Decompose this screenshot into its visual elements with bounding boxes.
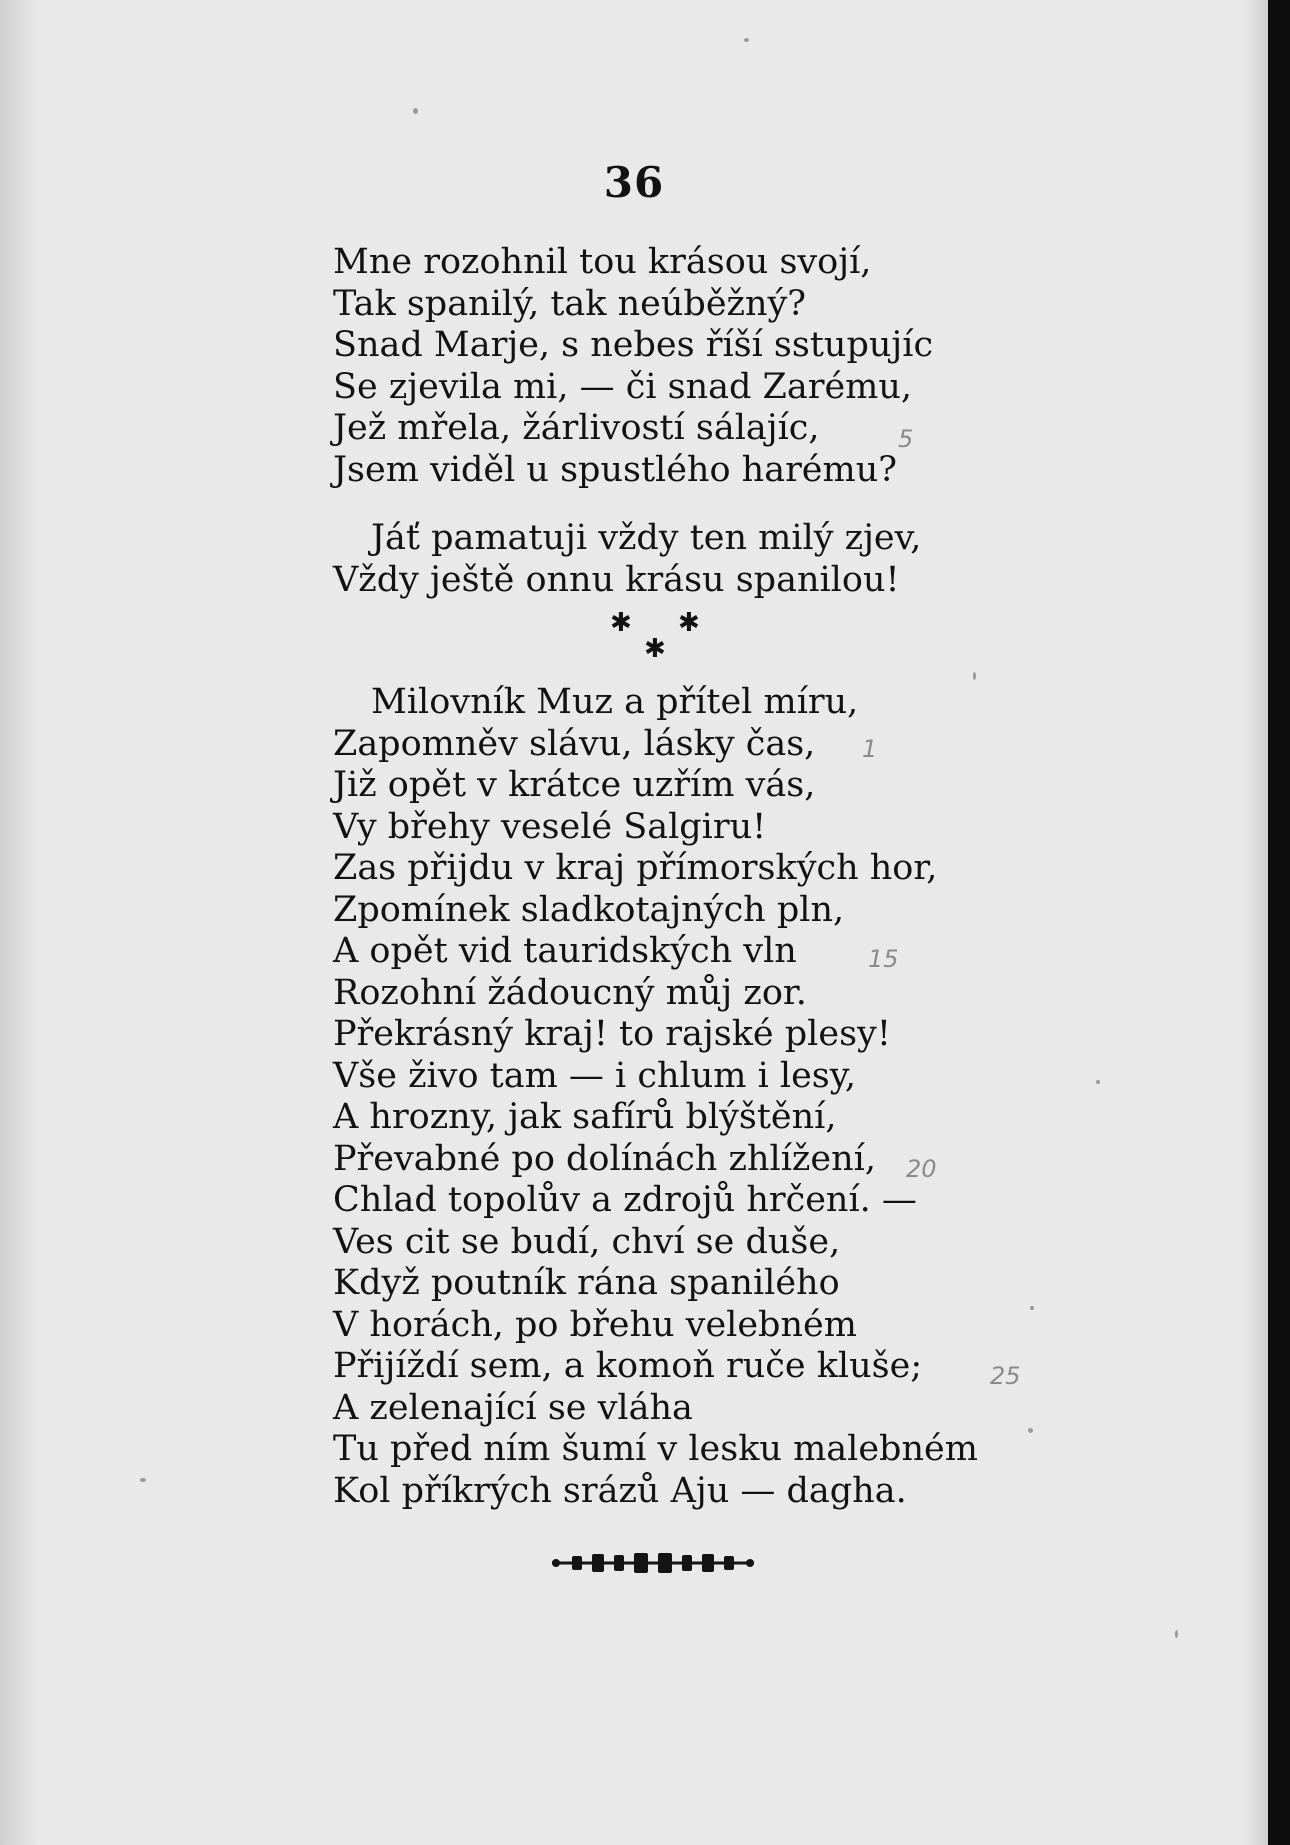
poem-line: Vždy ještě onnu krásu spanilou! [333, 559, 900, 600]
star-icon: ✱ [610, 608, 632, 638]
margin-note: 15 [868, 945, 899, 973]
poem-line: A zelenající se vláha [333, 1387, 693, 1428]
poem-line: Zapomněv slávu, lásky čas, [333, 723, 816, 764]
poem-line: Ves cit se budí, chví se duše, [333, 1221, 841, 1262]
poem-line: Tu před ním šumí v lesku malebném [333, 1429, 978, 1469]
poem-line: Tak spanilý, tak neúběžný? [333, 283, 807, 324]
poem-line: A hrozny, jak safírů blýštění, [333, 1097, 837, 1137]
end-ornament-icon [548, 1550, 758, 1576]
scan-speck [413, 108, 418, 114]
poem-stanza-3 [333, 682, 978, 1512]
poem-line: Jáť pamatuji vždy ten milý zjev, [371, 518, 922, 558]
poem-line: Jež mřela, žárlivostí sálajíc, [333, 408, 820, 448]
margin-note: 1 [862, 735, 878, 763]
margin-note: 5 [898, 425, 914, 453]
poem-stanza-1 [333, 242, 933, 491]
poem-line: Chlad topolův a zdrojů hrčení. — [333, 1180, 917, 1220]
poem-line: V horách, po břehu velebném [333, 1304, 857, 1345]
poem-line: Se zjevila mi, — či snad Zarému, [333, 366, 913, 407]
scan-speck [1030, 1306, 1034, 1310]
poem-line: Kol příkrých srázů Aju — dagha. [333, 1470, 907, 1511]
margin-note: 20 [906, 1155, 937, 1183]
scan-speck [1175, 1630, 1178, 1638]
poem-line: Vy břehy veselé Salgiru! [333, 806, 767, 847]
page-number: 36 [603, 158, 665, 207]
poem-line: Jsem viděl u spustlého harému? [333, 449, 898, 490]
scan-speck [1096, 1080, 1100, 1084]
poem-line: Již opět v krátce uzřím vás, [333, 765, 816, 805]
scan-border [1268, 0, 1290, 1845]
scan-speck [140, 1478, 146, 1482]
poem-line: Převabné po dolínách zhlížení, [333, 1138, 876, 1179]
poem-line: Snad Marje, s nebes říší sstupujíc [333, 325, 934, 365]
poem-line: Zpomínek sladkotajných pln, [333, 889, 845, 930]
poem-line: Zas přijdu v kraj přímorských hor, [333, 848, 938, 888]
poem-line: Vše živo tam — i chlum i lesy, [333, 1055, 857, 1096]
star-icon: ✱ [644, 634, 666, 664]
poem-stanza-2 [333, 518, 921, 601]
margin-note: 25 [990, 1362, 1021, 1390]
asterism-divider-icon [600, 608, 720, 668]
scan-speck [973, 672, 976, 680]
poem-line: Přijíždí sem, a komoň ruče kluše; [333, 1346, 923, 1386]
poem-line: Rozohní žádoucný můj zor. [333, 972, 807, 1013]
scan-speck [1028, 1428, 1033, 1433]
star-icon: ✱ [678, 608, 700, 638]
poem-line: Když poutník rána spanilého [333, 1263, 840, 1303]
poem-line: Překrásný kraj! to rajské plesy! [333, 1014, 891, 1054]
poem-line: Mne rozohnil tou krásou svojí, [333, 242, 872, 282]
poem-line: Milovník Muz a přítel míru, [371, 682, 859, 722]
poem-line: A opět vid tauridských vln [333, 931, 797, 971]
scan-speck [744, 38, 749, 42]
